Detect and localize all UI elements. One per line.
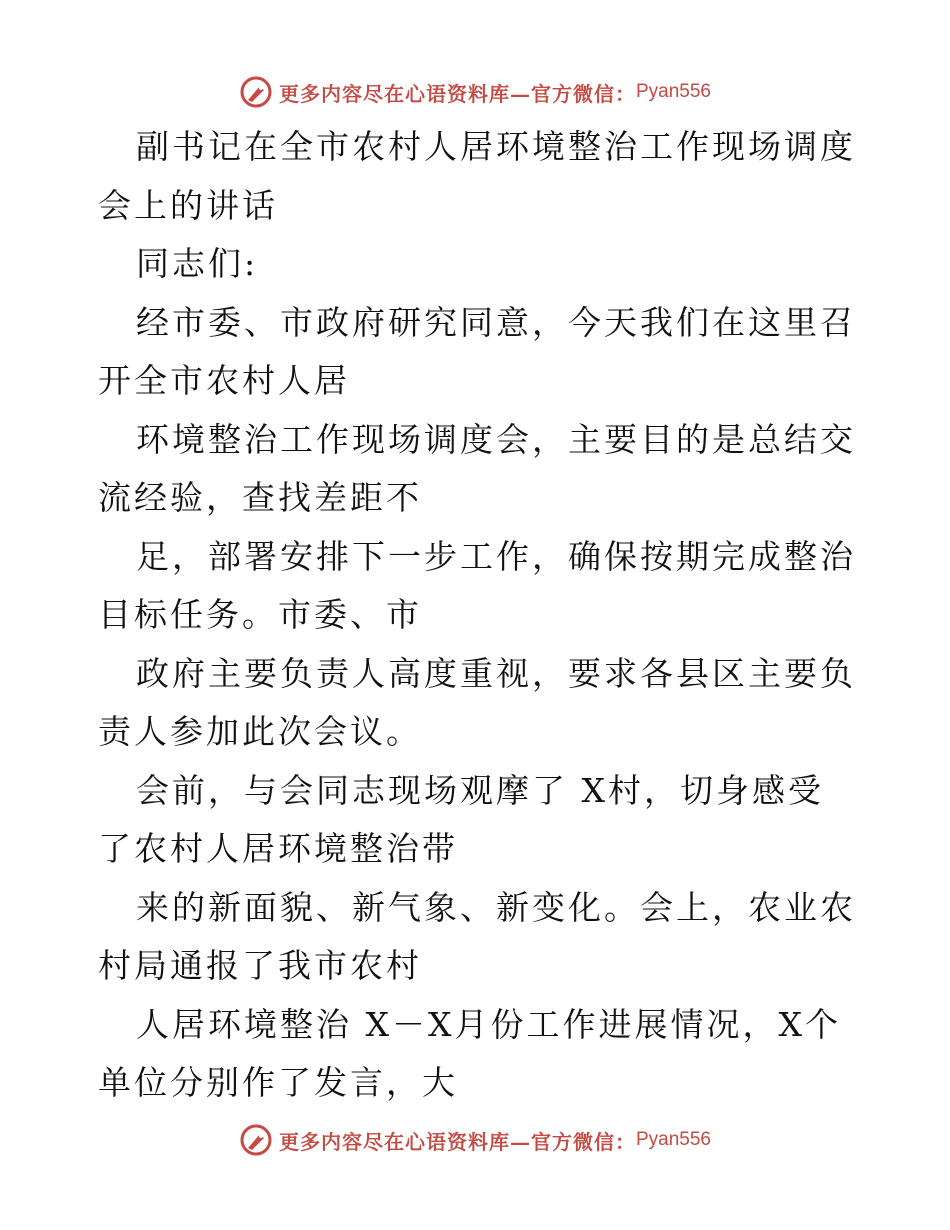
- header-wechat-id: Pyan556: [635, 81, 711, 102]
- pen-nib-logo-icon: [239, 1123, 273, 1157]
- footer-wechat-id: Pyan556: [635, 1129, 711, 1150]
- paragraph: 人居环境整治 X－X月份工作进展情况，X个单位分别作了发言，大: [98, 1004, 841, 1102]
- header-banner: [0, 72, 950, 112]
- paragraph: 来的新面貌、新气象、新变化。会上，农业农村局通报了我市农村: [98, 887, 856, 985]
- paragraph: 会前，与会同志现场观摩了 X村，切身感受了农村人居环境整治带: [98, 770, 824, 868]
- paragraph: 政府主要负责人高度重视，要求各县区主要负责人参加此次会议。: [98, 653, 856, 751]
- paragraph: 足，部署安排下一步工作，确保按期完成整治目标任务。市委、市: [98, 536, 856, 634]
- header-banner-text: 更多内容尽在心语资料库—官方微信：: [278, 81, 636, 106]
- pen-nib-logo-icon: [239, 75, 273, 109]
- paragraph: 经市委、市政府研究同意，今天我们在这里召开全市农村人居: [98, 302, 856, 400]
- paragraph: 环境整治工作现场调度会，主要目的是总结交流经验，查找差距不: [98, 419, 856, 517]
- document-body: [98, 118, 858, 1113]
- salutation: 同志们:: [136, 244, 259, 283]
- document-title: 副书记在全市农村人居环境整治工作现场调度会上的讲话: [98, 127, 856, 225]
- footer-banner-text: 更多内容尽在心语资料库—官方微信：: [278, 1129, 636, 1154]
- footer-banner: [0, 1120, 950, 1160]
